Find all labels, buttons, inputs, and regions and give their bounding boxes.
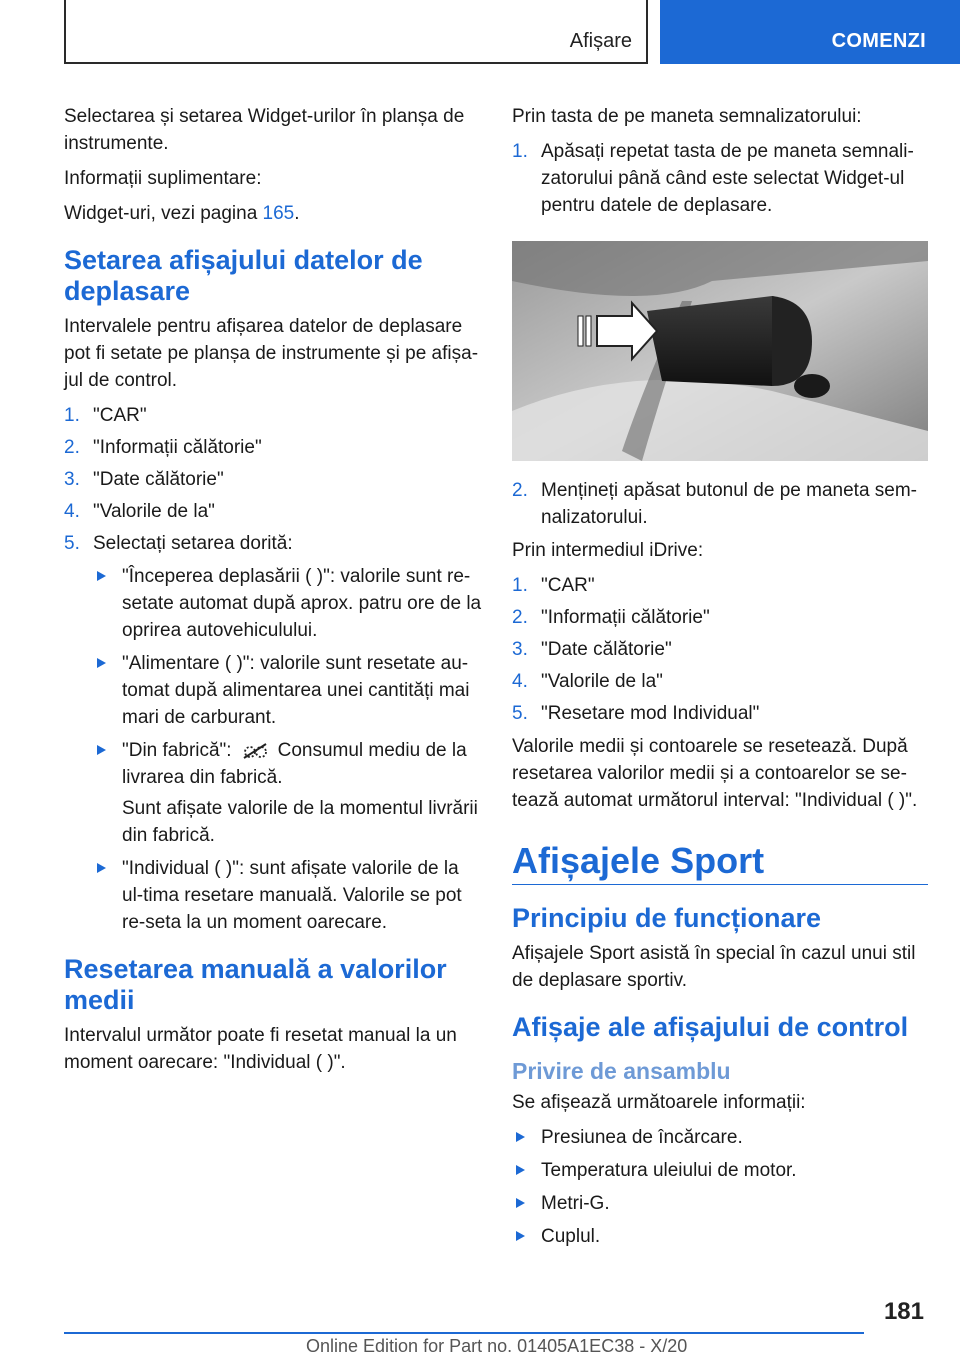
bullet-triangle-icon <box>516 1198 525 1208</box>
list-item: 3. "Date călătorie" <box>64 469 224 490</box>
left-column <box>64 103 482 1084</box>
list-item: 2. "Informații călătorie" <box>512 607 710 628</box>
widget-reference: Widget-uri, vezi pagina 165. <box>64 203 300 224</box>
list-item: 1. "CAR" <box>64 405 147 426</box>
bullet-triangle-icon <box>97 658 106 668</box>
heading-overview: Privire de ansamblu <box>512 1058 731 1084</box>
heading-trip-data: Setarea afișajului datelor de deplasare <box>64 245 423 306</box>
after-reset-paragraph: Valorile medii și contoarele se resetează. După resetarea valorilor medii și a contoarelor se se-tează automat următorul interval: "Individual ( )". <box>512 736 918 811</box>
bullet-triangle-icon <box>97 863 106 873</box>
reset-paragraph: Intervalul următor poate fi resetat manual la un moment oarecare: "Individual ( )". <box>64 1025 457 1073</box>
principle-paragraph: Afișajele Sport asistă în special în cazul unui stil de deplasare sportiv. <box>512 943 916 991</box>
bullet-triangle-icon <box>97 745 106 755</box>
list-item: 5. Selectați setarea dorită: <box>64 533 293 554</box>
list-item: 3. "Date călătorie" <box>512 639 672 660</box>
list-item: 4. "Valorile de la" <box>64 501 215 522</box>
list-item: "Alimentare ( )": valorile sunt resetate au-tomat după alimentarea unei cantități mai mari de carburant. <box>93 650 482 731</box>
eco-consumption-icon <box>240 740 270 762</box>
idrive-steps <box>512 572 928 727</box>
trip-paragraph: Intervalele pentru afișarea datelor de deplasare pot fi setate pe planșa de instrumente și pe afișa-jul de control. <box>64 316 479 391</box>
turn-signal-lever-photo <box>512 241 928 461</box>
info-label: Informații suplimentare: <box>64 168 262 189</box>
key-steps-2 <box>512 477 928 531</box>
idrive-paragraph: Prin intermediul iDrive: <box>512 540 704 561</box>
list-item: Metri-G. <box>512 1190 928 1217</box>
list-item: Cuplul. <box>512 1223 928 1250</box>
bullet-triangle-icon <box>516 1231 525 1241</box>
list-item: 4. "Valorile de la" <box>512 671 663 692</box>
list-item: 2. "Informații călătorie" <box>64 437 262 458</box>
key-paragraph: Prin tasta de pe maneta semnalizatorului: <box>512 106 862 127</box>
header-section-title: Afișare <box>569 30 632 52</box>
header-chapter-title: COMENZI <box>831 30 926 52</box>
right-column <box>512 103 928 1256</box>
setting-options <box>93 563 482 936</box>
page-number: 181 <box>883 1298 924 1325</box>
bullet-triangle-icon <box>97 571 106 581</box>
sport-info-list <box>512 1124 928 1250</box>
list-item: "Începerea deplasării ( )": valorile sunt re-setate automat după aprox. patru ore de la oprirea autovehiculului. <box>93 563 482 644</box>
heading-control-display: Afișaje ale afișajului de control <box>512 1012 909 1042</box>
bullet-triangle-icon <box>516 1132 525 1142</box>
list-item: Presiunea de încărcare. <box>512 1124 928 1151</box>
header-chapter-box <box>660 0 960 64</box>
list-item: "Individual ( )": sunt afișate valorile de la ul-tima resetare manuală. Valorile se pot re-seta la un moment oarecare. <box>93 855 482 936</box>
trip-steps <box>64 402 482 557</box>
list-item: 2. Mențineți apăsat butonul de pe maneta sem-nalizatorului. <box>512 480 918 528</box>
bullet-triangle-icon <box>516 1165 525 1175</box>
list-item: Temperatura uleiului de motor. <box>512 1157 928 1184</box>
page-link-165[interactable]: 165 <box>262 203 295 224</box>
footer-edition: Online Edition for Part no. 01405A1EC38 - X/20 <box>306 1336 688 1356</box>
heading-sport-displays: Afișajele Sport <box>512 840 928 885</box>
list-item: "Din fabrică": Consumul mediu de la livrarea din fabrică. Sunt afișate valorile de la momentul livrării din fabrică. <box>93 737 482 849</box>
list-item: 5. "Resetare mod Individual" <box>512 703 760 724</box>
list-item: 1. Apăsați repetat tasta de pe maneta semnali-zatorului până când este selectat Widget-ul pentru datele de deplasare. <box>512 141 914 216</box>
footer-divider <box>64 1332 864 1334</box>
heading-manual-reset: Resetarea manuală a valorilor medii <box>64 954 447 1015</box>
heading-principle: Principiu de funcționare <box>512 903 822 933</box>
intro-paragraph: Selectarea și setarea Widget-urilor în planșa de instrumente. <box>64 106 465 154</box>
overview-paragraph: Se afișează următoarele informații: <box>512 1092 806 1113</box>
list-item: 1. "CAR" <box>512 575 595 596</box>
header-section-box <box>64 0 648 64</box>
key-steps-1 <box>512 138 928 219</box>
